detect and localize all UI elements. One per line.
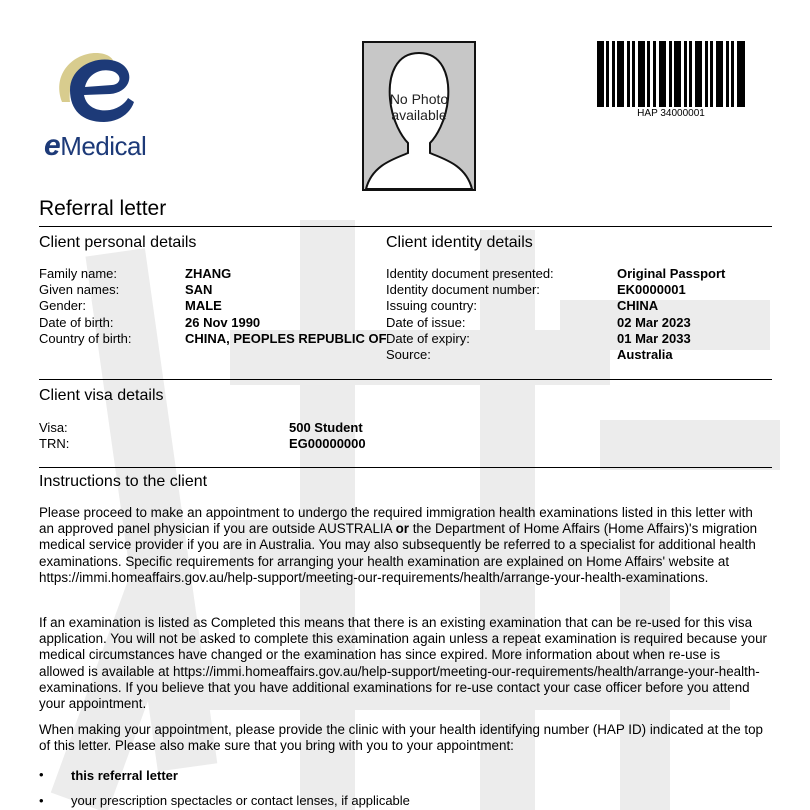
bullet-item-spectacles: your prescription spectacles or contact lenses, if applicable: [71, 793, 410, 808]
divider: [39, 379, 772, 380]
id-doc-number-label: Identity document number:: [386, 282, 540, 297]
gender-label: Gender:: [39, 298, 86, 313]
identity-details-heading: Client identity details: [386, 234, 533, 251]
source-label: Source:: [386, 347, 431, 362]
instructions-paragraph-3: When making your appointment, please provide the clinic with your health identifying number (HAP ID) indicated at the top of this letter. Please also make sure that you bring with you to your appointment:: [39, 722, 763, 754]
p1-or: or: [395, 521, 409, 537]
id-doc-number-value: EK0000001: [617, 282, 686, 297]
divider: [39, 226, 772, 227]
photo-line2: available: [391, 107, 447, 123]
bullet-item-referral-letter: this referral letter: [71, 768, 178, 783]
logo-e: e: [44, 129, 61, 162]
photo-line1: No Photo: [389, 91, 449, 107]
date-of-issue-label: Date of issue:: [386, 315, 466, 330]
issuing-country-value: CHINA: [617, 298, 659, 313]
given-names-label: Given names:: [39, 282, 120, 297]
visa-details-heading: Client visa details: [39, 387, 164, 404]
photo-placeholder: [362, 41, 476, 191]
page-title: Referral letter: [39, 197, 167, 220]
bullet-marker: •: [39, 767, 44, 782]
id-doc-presented-label: Identity document presented:: [386, 266, 554, 281]
family-name-label: Family name:: [39, 266, 118, 281]
issuing-country-label: Issuing country:: [386, 298, 478, 313]
bullet-marker: •: [39, 793, 44, 808]
id-doc-presented-value: Original Passport: [617, 266, 726, 281]
p1-part-a: Please proceed to make an appointment to undergo the required immigration health examinations listed in this letter with an approved panel physician if you are outside AUSTRALIA: [39, 505, 753, 537]
photo-text: [364, 91, 474, 123]
dob-value: 26 Nov 1990: [185, 315, 261, 330]
source-value: Australia: [617, 347, 673, 362]
barcode: [597, 41, 745, 107]
dob-label: Date of birth:: [39, 315, 114, 330]
date-of-expiry-label: Date of expiry:: [386, 331, 470, 346]
divider: [39, 467, 772, 468]
instructions-heading: Instructions to the client: [39, 473, 208, 490]
gender-value: MALE: [185, 298, 222, 313]
instructions-paragraph-1: [39, 505, 769, 586]
given-names-value: SAN: [185, 282, 213, 297]
p1-part-b: the Department of Home Affairs (Home Affairs)'s migration medical service provider if you are in Australia. You may also subsequently be referred to a specialist for additional health examinations. Specific requirements for arranging your health examination are explained on Home Affairs' website at https://immi.homeaffairs.gov.au/help-support/meeting-our-requirements/health/arrange-your-health-examinations.: [39, 521, 758, 585]
country-of-birth-label: Country of birth:: [39, 331, 132, 346]
instructions-paragraph-2: If an examination is listed as Completed this means that there is an existing examination that can be re-used for this visa application. You will not be asked to complete this examination again unless a repeat examination is required because your medical circumstances have changed or the examination has since expired. More information about when re-use is allowed is available at https://immi.homeaffairs.gov.au/help-support/meeting-our-requirements/health/arrange-your-health-examinations. If you believe that you have additional examinations for re-use contact your case officer before you attend your appointment.: [39, 615, 768, 712]
visa-value: 500 Student: [289, 420, 363, 435]
date-of-issue-value: 02 Mar 2023: [617, 315, 691, 330]
logo-word: Medical: [60, 131, 147, 161]
family-name-value: ZHANG: [185, 266, 232, 281]
visa-label: Visa:: [39, 420, 68, 435]
date-of-expiry-value: 01 Mar 2033: [617, 331, 691, 346]
emedical-logo-text: [44, 129, 146, 163]
country-of-birth-value: CHINA, PEOPLES REPUBLIC OF: [185, 331, 387, 346]
hap-id-text: HAP 34000001: [637, 108, 705, 119]
personal-details-heading: Client personal details: [39, 234, 197, 251]
trn-value: EG00000000: [289, 436, 366, 451]
trn-label: TRN:: [39, 436, 70, 451]
